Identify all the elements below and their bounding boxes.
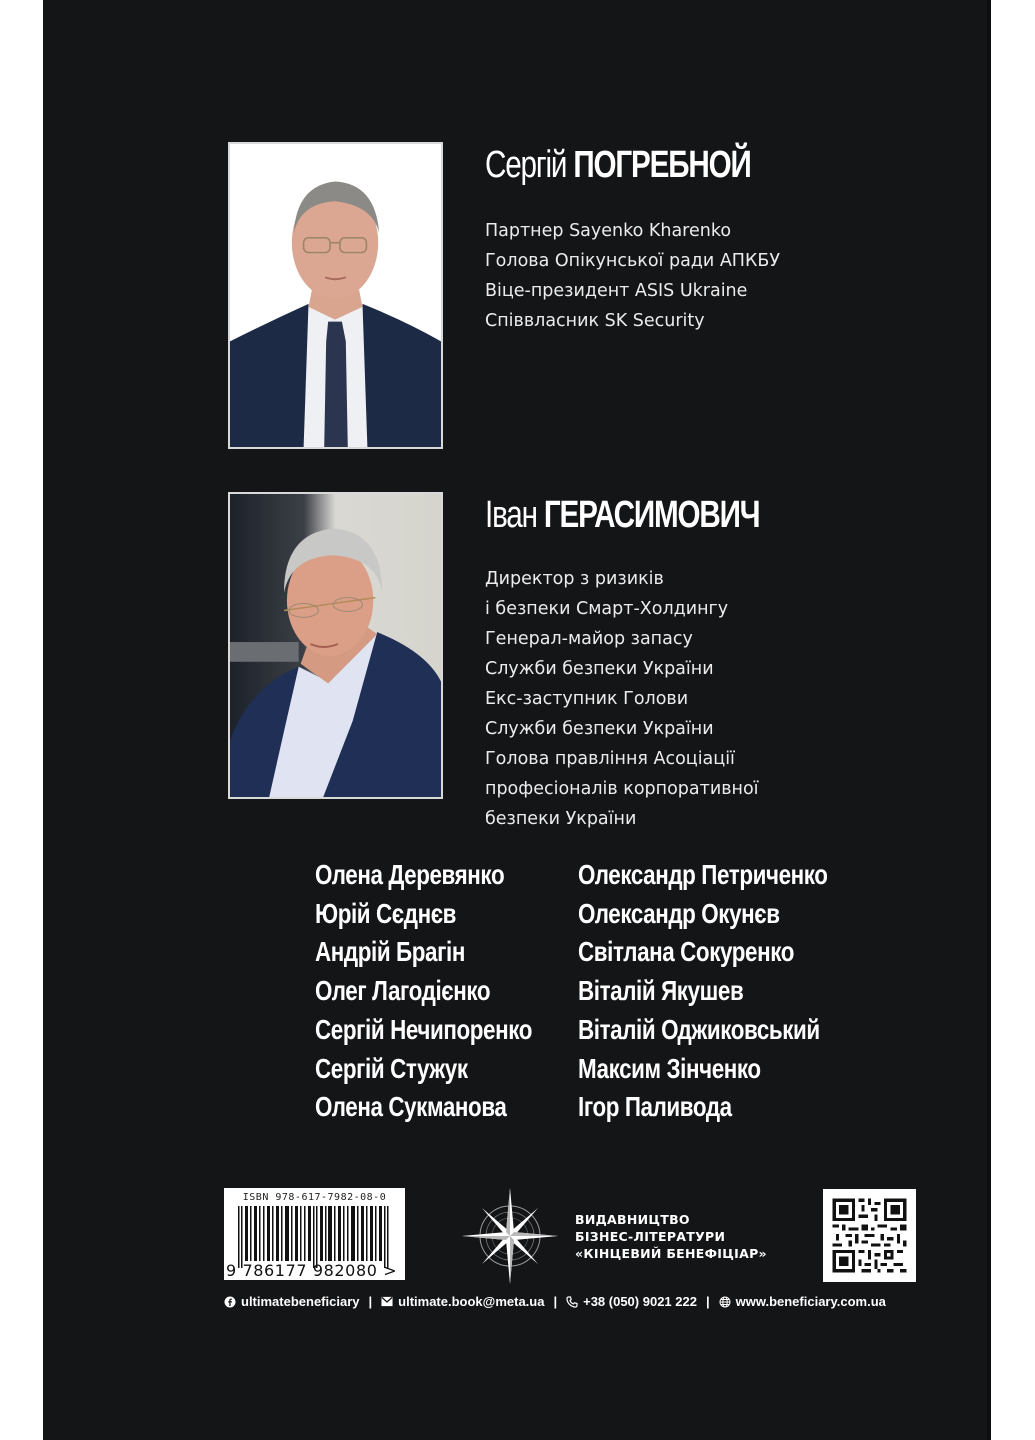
globe-icon (719, 1296, 731, 1308)
compass-rose-icon (460, 1186, 560, 1286)
author-last-name: ПОГРЕБНОЙ (573, 144, 751, 186)
author-role-line: Голова правління Асоціації (485, 749, 735, 769)
author-role-line: Генерал-майор запасу (485, 629, 693, 649)
separator: | (553, 1294, 558, 1309)
facebook-icon (224, 1296, 236, 1308)
publisher-line: ВИДАВНИЦТВО (575, 1212, 690, 1227)
author-photo-gerasymovych (228, 492, 443, 799)
email-icon (381, 1296, 393, 1308)
author-role-line: Екс-заступник Голови (485, 689, 689, 709)
author-name-1 (485, 146, 751, 184)
author-role: Віце-президент ASIS Ukraine (485, 281, 748, 301)
author-roles-2 (485, 567, 759, 831)
author-role-group (485, 687, 759, 741)
author-first-name: Іван (485, 494, 537, 536)
contributor-name: Олена Деревянко (315, 859, 505, 890)
contributor-name: Олександр Окунєв (578, 897, 780, 929)
portrait-image (230, 494, 441, 797)
isbn-label: ISBN 978-617-7982-08-0 (242, 1192, 387, 1203)
contributor-name: Максим Зінченко (578, 1052, 761, 1084)
contributors-left-column (315, 856, 586, 1127)
author-role-group (485, 747, 759, 831)
contributor-name: Світлана Сокуренко (578, 936, 795, 968)
contributor-name: Андрій Брагін (315, 936, 465, 968)
contributors-right-column (578, 856, 890, 1127)
contributor-name: Олег Лагодієнко (315, 975, 491, 1007)
cover-spine-edge (987, 0, 991, 1440)
author-role-line: Служби безпеки України (485, 719, 714, 739)
facebook-link[interactable]: ultimatebeneficiary (241, 1294, 360, 1309)
author-name-2 (485, 496, 759, 534)
email-link[interactable]: ultimate.book@meta.ua (398, 1294, 545, 1309)
portrait-image (230, 144, 441, 447)
contact-bar (224, 1294, 886, 1309)
author-role-line: Директор з ризиків (485, 569, 664, 589)
author-last-name: ГЕРАСИМОВИЧ (543, 494, 760, 536)
separator: | (368, 1294, 373, 1309)
separator: | (705, 1294, 710, 1309)
author-role-line: Служби безпеки України (485, 659, 714, 679)
contributor-name: Ігор Паливода (578, 1091, 732, 1123)
contributor-name: Віталій Оджиковський (578, 1013, 820, 1045)
author-role: Співвласник SK Security (485, 311, 705, 331)
author-role: Голова Опікунської ради АПКБУ (485, 251, 781, 271)
contributor-name: Олександр Петриченко (578, 859, 828, 890)
phone-icon (566, 1296, 578, 1308)
qr-code[interactable] (823, 1189, 916, 1282)
author-roles-1 (485, 216, 780, 336)
author-role-group (485, 627, 759, 681)
author-role: Партнер Sayenko Kharenko (485, 221, 732, 241)
author-role-line: професіоналів корпоративної (485, 779, 759, 799)
publisher-line: «КІНЦЕВИЙ БЕНЕФІЦІАР» (575, 1246, 767, 1261)
isbn-barcode (224, 1188, 405, 1280)
author-role-line: безпеки України (485, 809, 637, 829)
contributor-name: Сергій Стужук (315, 1052, 468, 1084)
author-first-name: Сергій (485, 144, 567, 186)
publisher-line: БІЗНЕС-ЛІТЕРАТУРИ (575, 1229, 726, 1244)
website-link[interactable]: www.beneficiary.com.ua (735, 1294, 886, 1309)
contributor-name: Сергій Нечипоренко (315, 1013, 532, 1045)
publisher-name (575, 1211, 767, 1262)
contributor-name: Олена Сукманова (315, 1091, 507, 1123)
barcode-digits: 9 786177 982080 > (226, 1261, 398, 1280)
author-role-line: і безпеки Смарт-Холдингу (485, 599, 729, 619)
qr-code-icon (823, 1189, 916, 1282)
contributor-name: Юрій Сєднєв (315, 897, 457, 929)
author-photo-pogrebnoy (228, 142, 443, 449)
author-role-group (485, 567, 759, 621)
phone-number[interactable]: +38 (050) 9021 222 (583, 1294, 697, 1309)
contributor-name: Віталій Якушев (578, 975, 744, 1007)
